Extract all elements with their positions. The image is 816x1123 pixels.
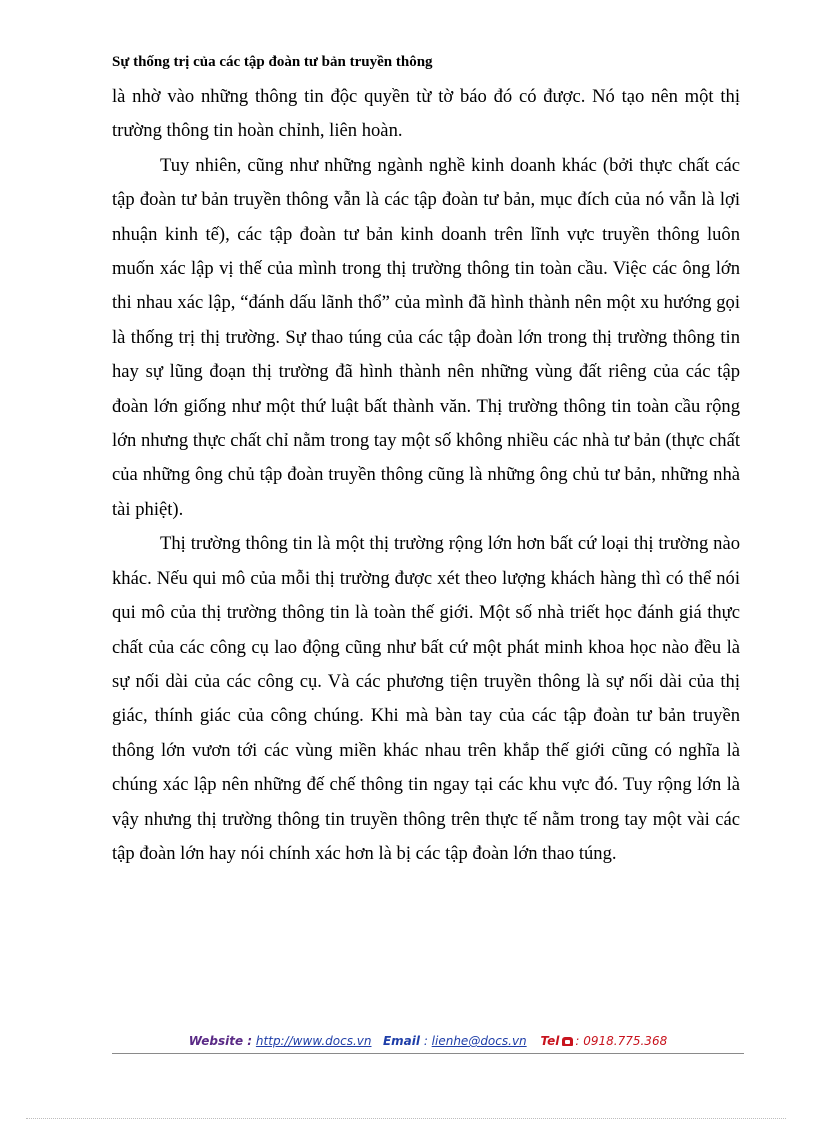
body-text: [112, 80, 740, 871]
tel-label: Tel: [540, 1034, 560, 1048]
paragraph-2: Tuy nhiên, cũng như những ngành nghề kinh doanh khác (bởi thực chất các tập đoàn tư bản truyền thông vẫn là các tập đoàn tư bản, mục đích của nó vẫn là lợi nhuận kinh tế), các tập đoàn tư bản kinh doanh trên lĩnh vực truyền thông luôn muốn xác lập vị thế của mình trong thị trường thông tin toàn cầu. Việc các ông lớn thi nhau xác lập, “đánh dấu lãnh thổ” của mình đã hình thành nên một xu hướng gọi là thống trị thị trường. Sự thao túng của các tập đoàn lớn trong thị trường thông tin hay sự lũng đoạn thị trường đã hình thành nên những vùng đất riêng của các tập đoàn lớn giống như một thứ luật bất thành văn. Thị trường thông tin toàn cầu rộng lớn nhưng thực chất chỉ nằm trong tay một số không nhiều các nhà tư bản (thực chất của những ông chủ tập đoàn truyền thông cũng là những ông chủ tư bản, những nhà tài phiệt).: [112, 154, 740, 520]
email-separator: :: [420, 1034, 432, 1048]
page-bottom-divider: [26, 1118, 786, 1119]
page-footer: [112, 1031, 744, 1054]
website-label: Website :: [188, 1034, 253, 1048]
paragraph-1: là nhờ vào những thông tin độc quyền từ tờ báo đó có được. Nó tạo nên một thị trường thông tin hoàn chỉnh, liên hoàn.: [112, 86, 740, 142]
paragraph-3: Thị trường thông tin là một thị trường rộng lớn hơn bất cứ loại thị trường nào khác. Nếu qui mô của mỗi thị trường được xét theo lượng khách hàng thì có thể nói qui mô của thị trường thông tin là toàn thế giới. Một số nhà triết học đánh giá thực chất của các công cụ lao động cũng như bất cứ một phát minh khoa học nào đều là sự nối dài của các công cụ. Và các phương tiện truyền thông là sự nối dài của thị giác, thính giác của công chúng. Khi mà bàn tay của các tập đoàn tư bản truyền thông lớn vươn tới các vùng miền khác nhau trên khắp thế giới cũng có nghĩa là chúng xác lập nên những đế chế thông tin ngay tại các khu vực đó. Tuy rộng lớn là vậy nhưng thị trường thông tin truyền thông trên thực tế nằm trong tay một vài các tập đoàn lớn hay nói chính xác hơn là bị các tập đoàn lớn thao túng.: [112, 533, 740, 864]
tel-value: : 0918.775.368: [575, 1034, 668, 1048]
phone-icon: [562, 1037, 573, 1046]
email-label: Email: [382, 1034, 420, 1048]
website-link[interactable]: http://www.docs.vn: [255, 1034, 372, 1048]
email-link[interactable]: lienhe@docs.vn: [431, 1034, 527, 1048]
running-header-title: Sự thống trị của các tập đoàn tư bản truyền thông: [112, 54, 433, 70]
